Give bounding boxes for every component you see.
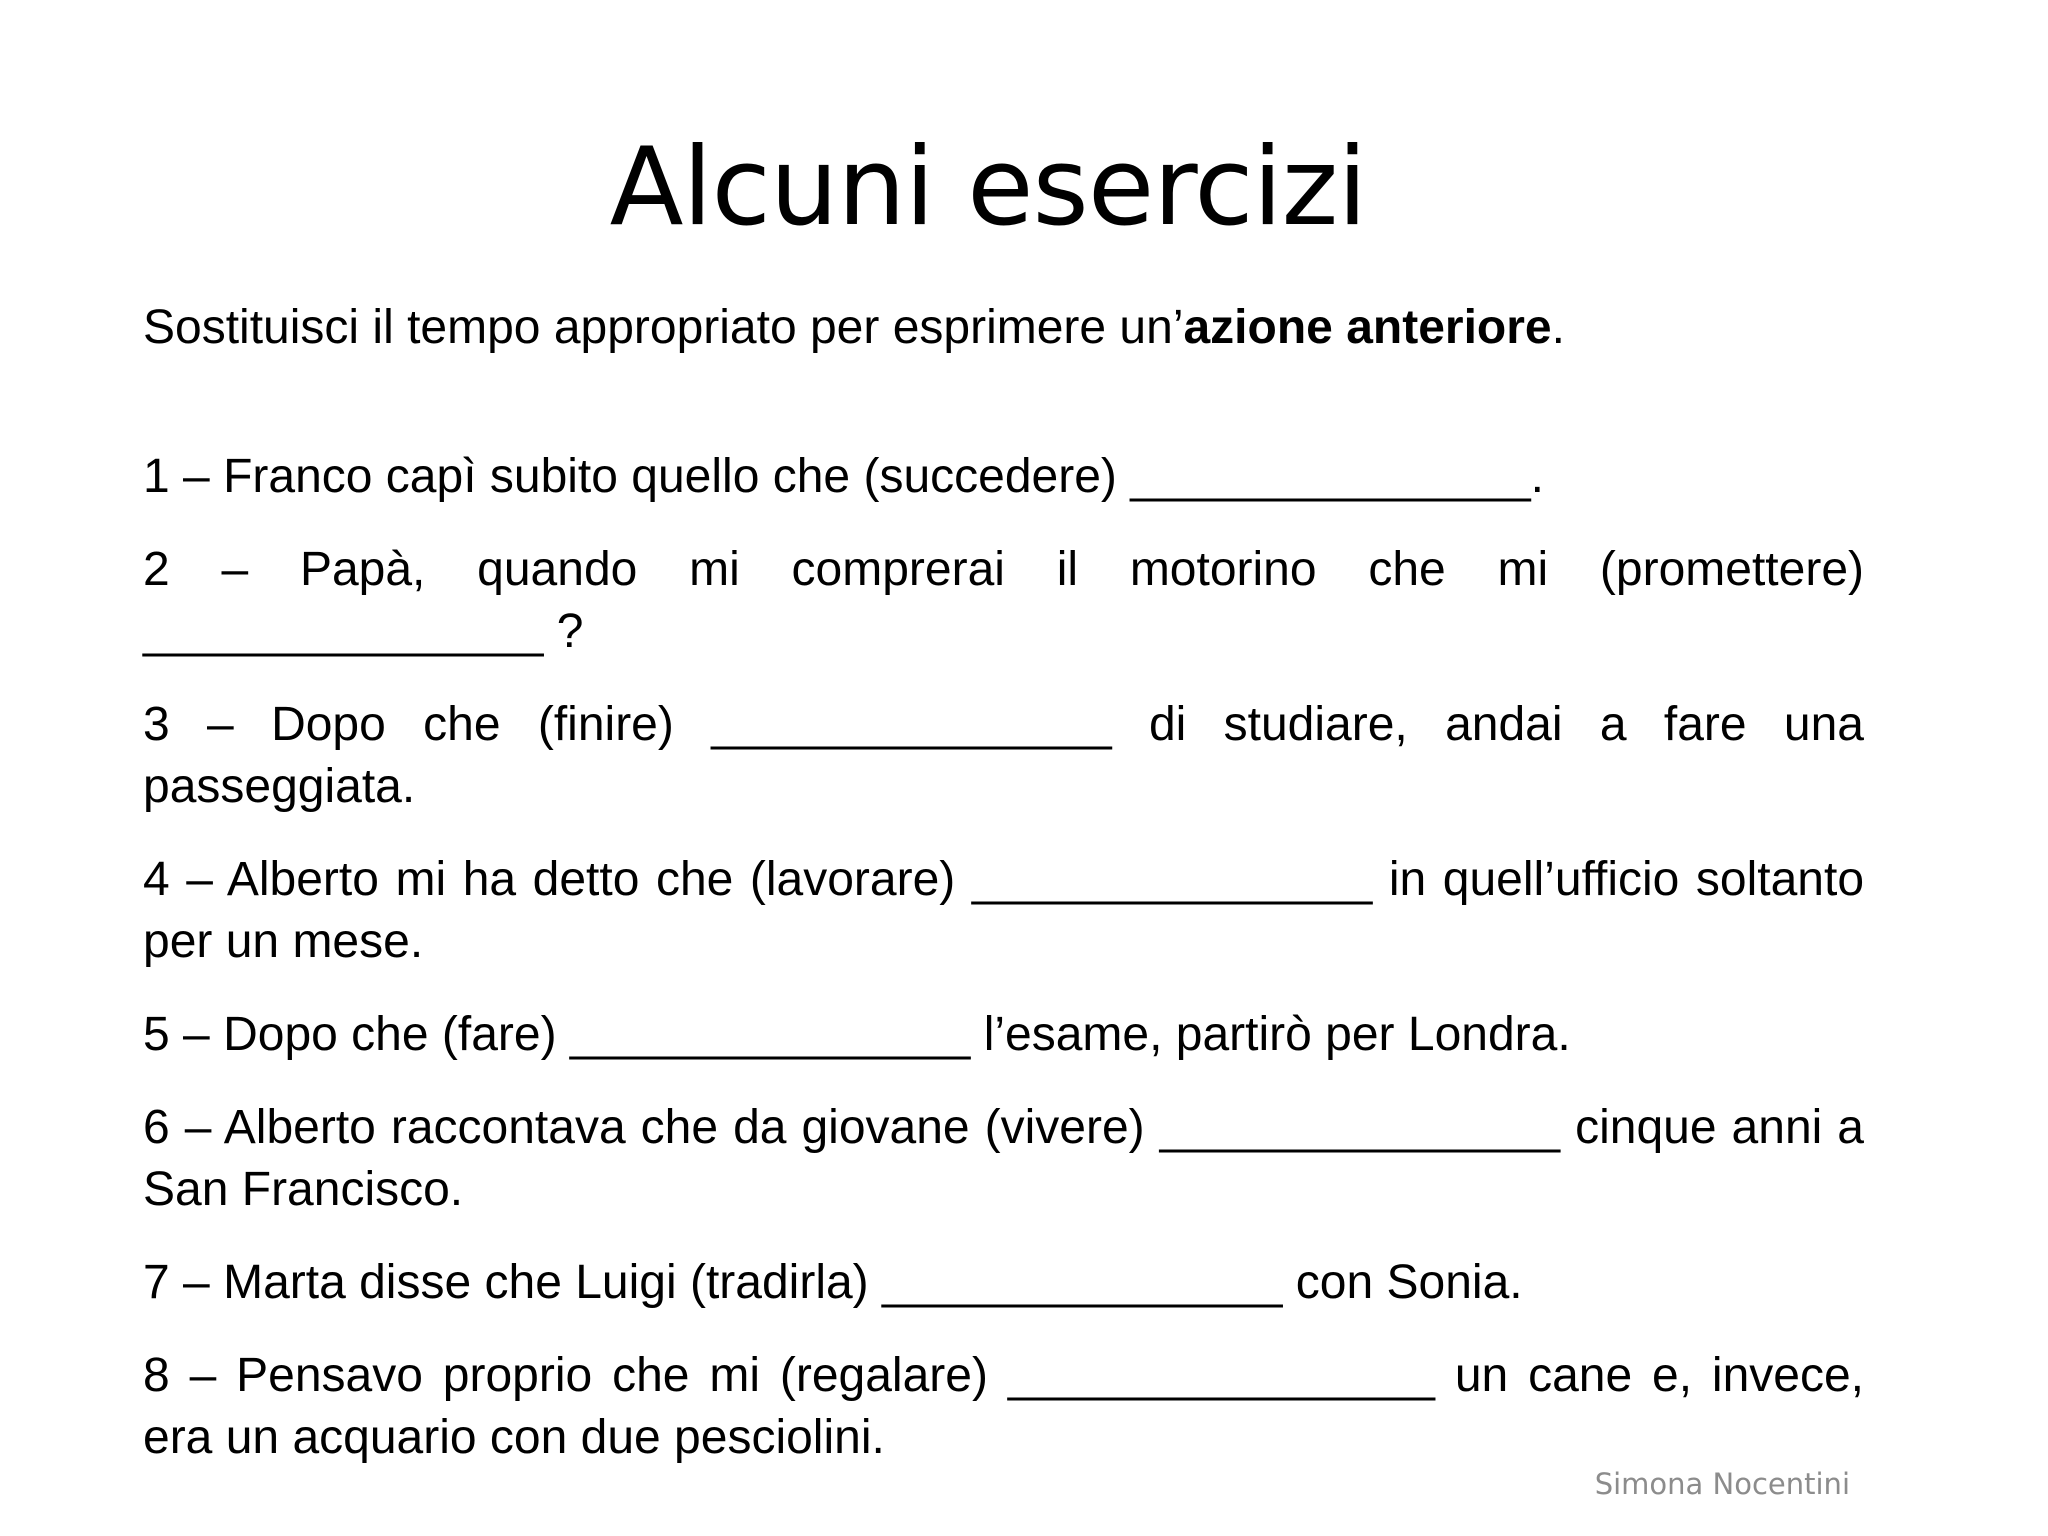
answer-blank: ________________ (1007, 1349, 1435, 1402)
exercise-number: 3 (143, 698, 170, 751)
instruction-text (143, 297, 1863, 359)
exercise-text: Marta disse che Luigi (tradirla) (223, 1256, 869, 1309)
exercise-number: 2 (143, 543, 170, 596)
exercise-text: Pensavo proprio che mi (regalare) (236, 1349, 988, 1402)
exercise-text-end: ? (556, 605, 584, 658)
exercise-item-3: 3 – Dopo che (finire) _______________ di studiare, andai a fare una passeggiata. (143, 698, 1864, 813)
answer-blank: _______________ (971, 853, 1373, 906)
exercise-text: Franco capì subito quello che (succedere) (223, 450, 1117, 503)
exercise-text: Alberto raccontava che da giovane (vivere) (223, 1101, 1145, 1154)
answer-blank: _______________ (1130, 450, 1531, 503)
exercise-number: 5 (143, 1008, 170, 1061)
instruction-text-bold: azione anteriore (1183, 301, 1552, 354)
exercise-item-7: 7 – Marta disse che Luigi (tradirla) _______________ con Sonia. (143, 1256, 1523, 1309)
exercise-number: 8 (143, 1349, 170, 1402)
exercise-text-end: l’esame, partirò per Londra. (983, 1008, 1571, 1061)
exercise-text-end: con Sonia. (1295, 1256, 1523, 1309)
exercise-number: 4 (143, 853, 170, 906)
exercise-number: 1 (143, 450, 170, 503)
slide-title: Alcuni esercizi (609, 125, 1367, 250)
answer-blank: _______________ (1159, 1101, 1561, 1154)
exercise-number: 7 (143, 1256, 170, 1309)
exercise-text-end: cinque anni a San Francisco. (143, 1101, 1864, 1216)
answer-blank: _______________ (711, 698, 1112, 751)
answer-blank: _______________ (143, 605, 544, 658)
exercise-text-end: . (1530, 450, 1545, 503)
exercise-item-5: 5 – Dopo che (fare) _______________ l’esame, partirò per Londra. (143, 1008, 1571, 1061)
exercise-text: Dopo che (finire) (271, 698, 674, 751)
exercise-item-8: 8 – Pensavo proprio che mi (regalare) ________________ un cane e, invece, era un acquario con due pesciolini. (143, 1349, 1865, 1464)
exercise-item-4: 4 – Alberto mi ha detto che (lavorare) _______________ in quell’ufficio soltanto per un mese. (143, 853, 1865, 968)
exercise-text: Dopo che (fare) (223, 1008, 557, 1061)
exercise-list (143, 446, 1864, 1500)
instruction-text-start: Sostituisci il tempo appropriato per esprimere un’ (143, 301, 1184, 354)
exercise-item-1: 1 – Franco capì subito quello che (succedere) _______________. (143, 450, 1545, 503)
exercise-item-2: 2 – Papà, quando mi comprerai il motorino che mi (promettere) _______________ ? (143, 543, 1864, 658)
exercise-text: Alberto mi ha detto che (lavorare) (226, 853, 956, 906)
exercise-number: 6 (143, 1101, 170, 1154)
exercise-item-6: 6 – Alberto raccontava che da giovane (vivere) _______________ cinque anni a San Francisco. (143, 1101, 1864, 1216)
exercise-text: Papà, quando mi comprerai il motorino che mi (promettere) (299, 543, 1864, 596)
exercise-text-end: in quell’ufficio soltanto per un mese. (143, 853, 1865, 968)
exercise-text-end: un cane e, invece, era un acquario con due pesciolini. (143, 1349, 1865, 1464)
answer-blank: _______________ (882, 1256, 1283, 1309)
answer-blank: _______________ (569, 1008, 971, 1061)
exercise-text-end: di studiare, andai a fare una passeggiata. (143, 698, 1864, 813)
author-footer: Simona Nocentini (1594, 1467, 1850, 1501)
instruction-text-end: . (1551, 301, 1565, 354)
